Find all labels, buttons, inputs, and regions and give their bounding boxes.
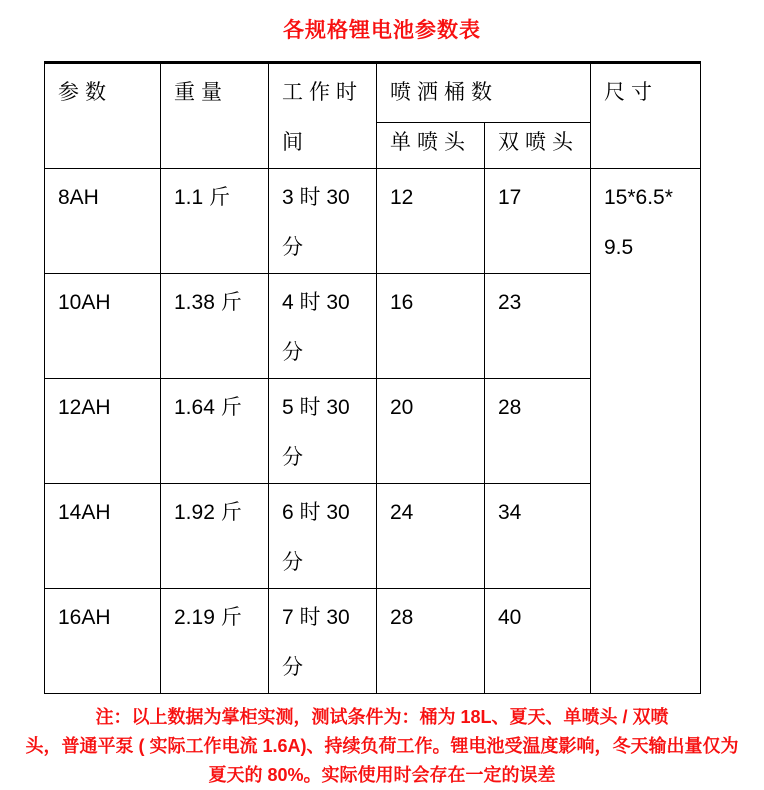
- param-cell: 8AH: [45, 169, 161, 274]
- weight-cell: 1.92 斤: [161, 484, 269, 589]
- col-header-double-nozzle: 双喷头: [485, 122, 591, 168]
- weight-cell: 1.38 斤: [161, 274, 269, 379]
- footnote-line: 注：以上数据为掌柜实测，测试条件为：桶为 18L、夏天、单喷头 / 双喷: [95, 707, 669, 727]
- work-time-cell: 6 时 30 分: [269, 484, 377, 589]
- col-header-size: 尺寸: [591, 63, 701, 169]
- double-nozzle-cell: 40: [485, 589, 591, 694]
- col-header-param: 参数: [45, 63, 161, 169]
- col-header-work-time: 工作时间: [269, 63, 377, 169]
- footnote-line: 夏天的 80%。实际使用时会存在一定的误差: [208, 765, 556, 785]
- col-header-weight: 重量: [161, 63, 269, 169]
- weight-cell: 1.1 斤: [161, 169, 269, 274]
- single-nozzle-cell: 28: [377, 589, 485, 694]
- work-time-cell: 3 时 30 分: [269, 169, 377, 274]
- weight-cell: 1.64 斤: [161, 379, 269, 484]
- col-header-single-nozzle: 单喷头: [377, 122, 485, 168]
- double-nozzle-cell: 28: [485, 379, 591, 484]
- header-row-1: [45, 63, 701, 123]
- double-nozzle-cell: 34: [485, 484, 591, 589]
- table-row-8ah: [45, 169, 701, 274]
- param-cell: 10AH: [45, 274, 161, 379]
- work-time-cell: 7 时 30 分: [269, 589, 377, 694]
- param-cell: 12AH: [45, 379, 161, 484]
- param-cell: 14AH: [45, 484, 161, 589]
- footnote: [0, 703, 764, 790]
- single-nozzle-cell: 24: [377, 484, 485, 589]
- col-header-spray-barrels: 喷洒桶数: [377, 63, 591, 123]
- double-nozzle-cell: 23: [485, 274, 591, 379]
- single-nozzle-cell: 16: [377, 274, 485, 379]
- work-time-cell: 4 时 30 分: [269, 274, 377, 379]
- weight-cell: 2.19 斤: [161, 589, 269, 694]
- size-cell: 15*6.5* 9.5: [591, 169, 701, 694]
- footnote-line: 头，普通平泵 ( 实际工作电流 1.6A)、持续负荷工作。锂电池受温度影响，冬天输出量仅为: [25, 736, 739, 756]
- double-nozzle-cell: 17: [485, 169, 591, 274]
- page-title: 各规格锂电池参数表: [283, 19, 481, 42]
- single-nozzle-cell: 20: [377, 379, 485, 484]
- work-time-cell: 5 时 30 分: [269, 379, 377, 484]
- battery-params-table: [44, 61, 701, 694]
- param-cell: 16AH: [45, 589, 161, 694]
- single-nozzle-cell: 12: [377, 169, 485, 274]
